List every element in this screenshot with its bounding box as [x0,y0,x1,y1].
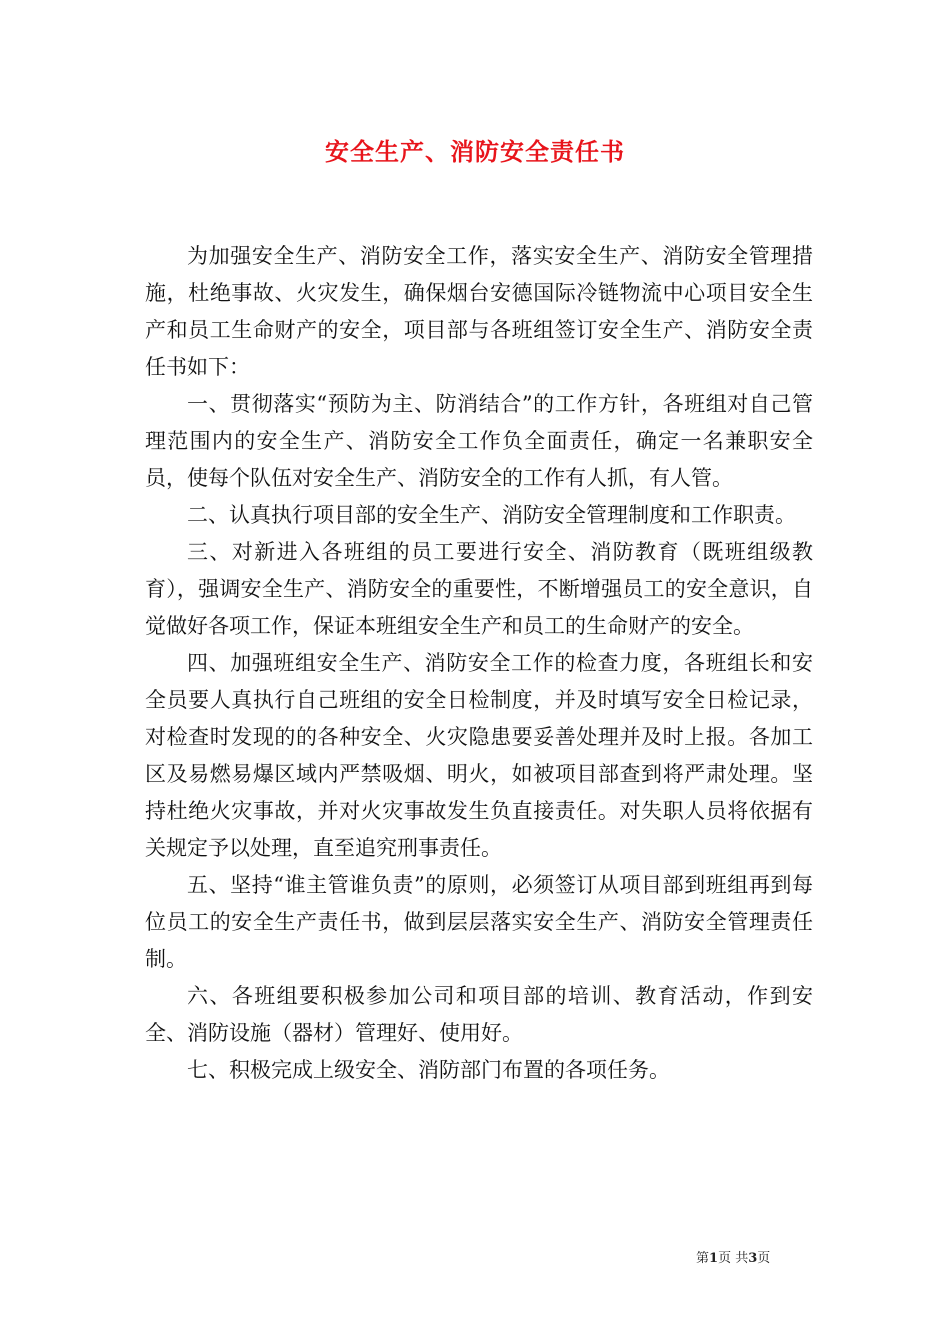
total-page-count: 3 [748,1251,758,1266]
document-title: 安全生产、消防安全责任书 [325,137,625,166]
clause-4-paragraph: 四、加强班组安全生产、消防安全工作的检查力度，各班组长和安全员要人真执行自己班组的安全日检制度，并及时填写安全日检记录，对检查时发现的的各种安全、火灾隐患要妥善处理并及时上报。各加工区及易燃易爆区域内严禁吸烟、明火，如被项目部查到将严肃处理。坚持杜绝火灾事故，并对火灾事故发生负直接责任。对失职人员将依据有关规定予以处理，直至追究刑事责任。 [145,651,813,860]
page-number-footer [696,1247,816,1266]
clause-3-paragraph: 三、对新进入各班组的员工要进行安全、消防教育（既班组级教育），强调安全生产、消防安全的重要性，不断增强员工的安全意识，自觉做好各项工作，保证本班组安全生产和员工的生命财产的安全。 [145,540,813,638]
clause-5-paragraph: 五、坚持“谁主管谁负责”的原则，必须签订从项目部到班组再到每位员工的安全生产责任书，做到层层落实安全生产、消防安全管理责任制。 [145,873,813,971]
clause-2-paragraph: 二、认真执行项目部的安全生产、消防安全管理制度和工作职责。 [187,503,796,527]
footer-prefix: 第 [696,1251,710,1266]
clause-6-paragraph: 六、各班组要积极参加公司和项目部的培训、教育活动，作到安全、消防设施（器材）管理好、使用好。 [145,984,813,1045]
footer-suffix: 页 [757,1251,771,1266]
current-page-number: 1 [709,1251,719,1266]
footer-middle: 页 共 [718,1251,749,1266]
intro-paragraph: 为加强安全生产、消防安全工作，落实安全生产、消防安全管理措施，杜绝事故、火灾发生，确保烟台安德国际冷链物流中心项目安全生产和员工生命财产的安全，项目部与各班组签订安全生产、消防安全责任书如下： [145,244,813,379]
clause-1-paragraph: 一、贯彻落实“预防为主、防消结合”的工作方针，各班组对自己管理范围内的安全生产、消防安全工作负全面责任，确定一名兼职安全员，使每个队伍对安全生产、消防安全的工作有人抓，有人管。 [145,392,813,490]
clause-7-paragraph: 七、积极完成上级安全、消防部门布置的各项任务。 [187,1058,670,1082]
document-body [145,238,813,1089]
